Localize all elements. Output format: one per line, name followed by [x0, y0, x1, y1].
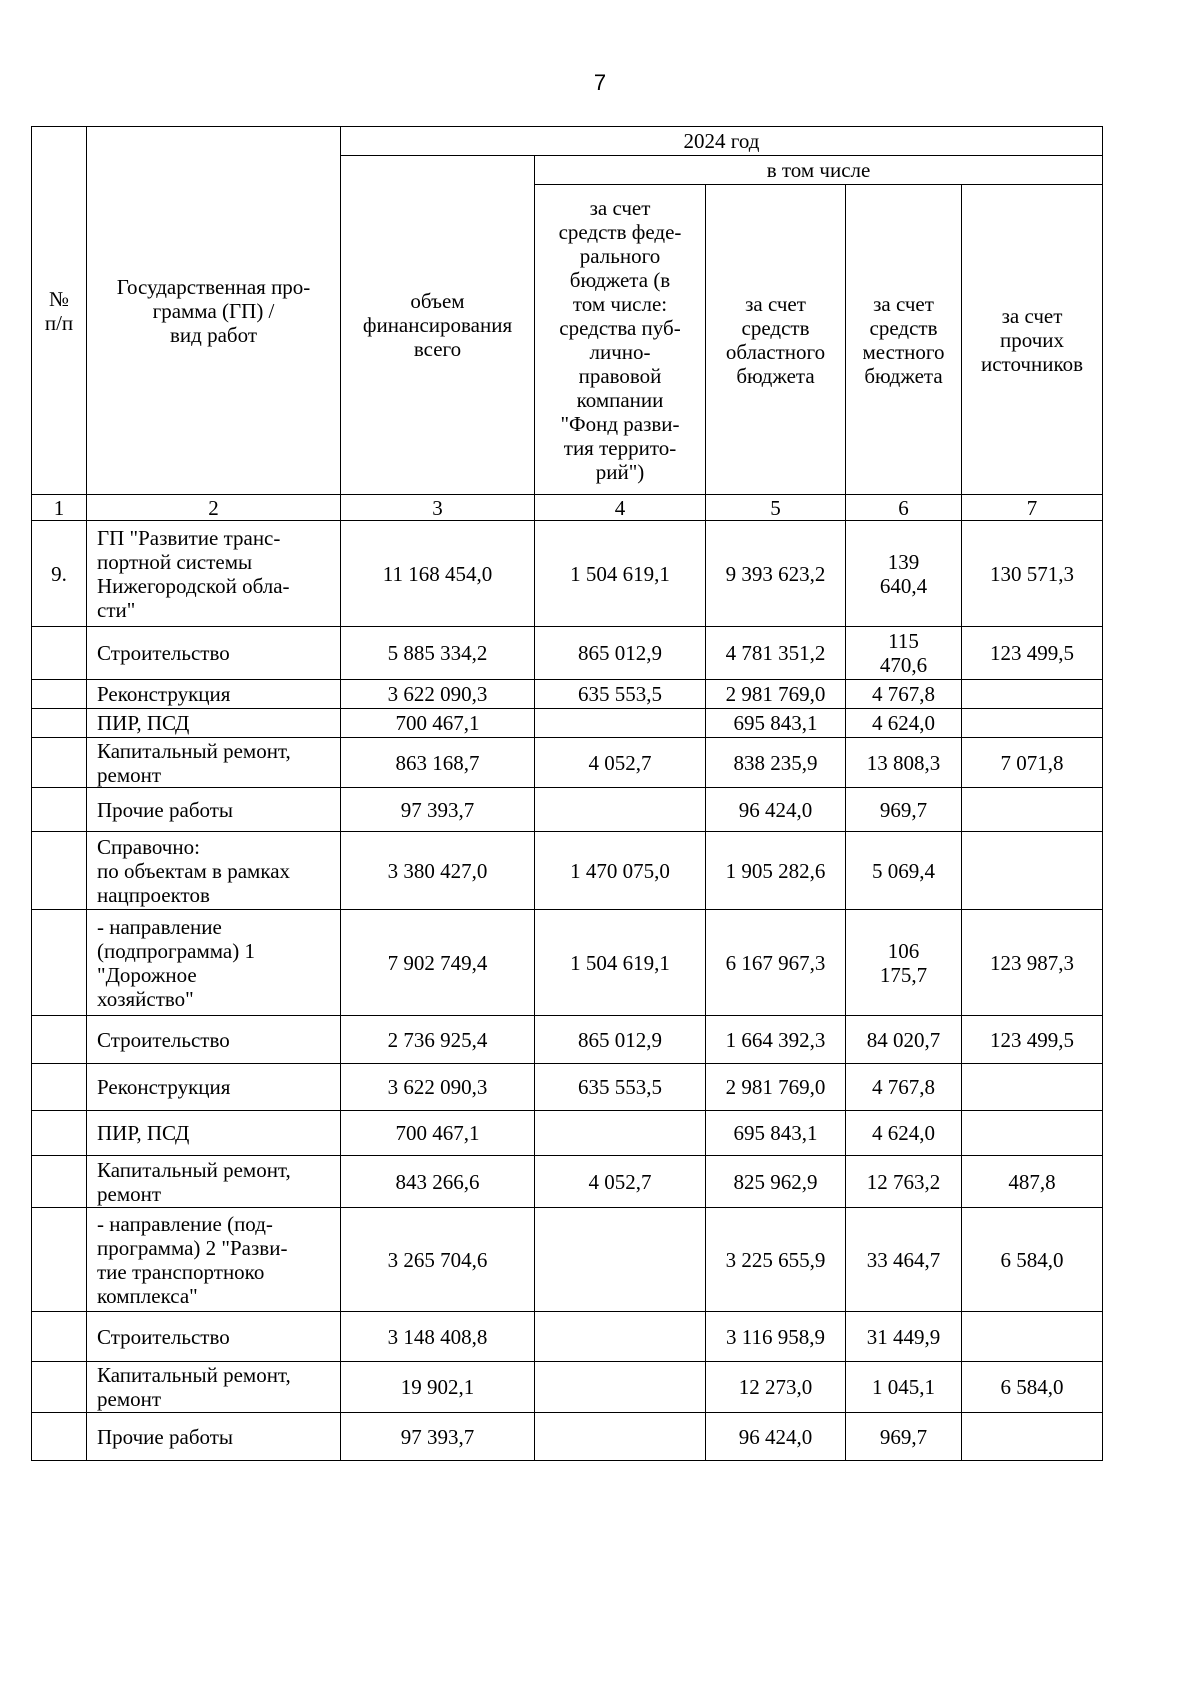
cell-other: 123 499,5: [962, 1016, 1103, 1064]
table-row: [32, 1312, 1103, 1362]
cell-total: 19 902,1: [341, 1362, 535, 1413]
cell-name: Капитальный ремонт, ремонт: [87, 1362, 341, 1413]
cell-local: 106 175,7: [846, 910, 962, 1016]
page-number: 7: [593, 70, 607, 95]
cell-other: 6 584,0: [962, 1362, 1103, 1413]
cell-num: [32, 709, 87, 738]
header-col-program: Государственная про- грамма (ГП) / вид работ: [87, 127, 341, 495]
cell-name: ПИР, ПСД: [87, 709, 341, 738]
cell-federal: [535, 709, 706, 738]
cell-regional: 695 843,1: [706, 1111, 846, 1156]
cell-federal: [535, 1362, 706, 1413]
cell-total: 97 393,7: [341, 1413, 535, 1461]
cell-name: Капитальный ремонт, ремонт: [87, 738, 341, 788]
table-row: [32, 1016, 1103, 1064]
cell-num: 9.: [32, 521, 87, 627]
header-row-year: [32, 127, 1103, 156]
cell-local: 4 624,0: [846, 1111, 962, 1156]
table-row: [32, 709, 1103, 738]
cell-other: 487,8: [962, 1156, 1103, 1208]
cell-num: [32, 1016, 87, 1064]
cell-total: 5 885 334,2: [341, 627, 535, 680]
cell-total: 863 168,7: [341, 738, 535, 788]
cell-local: 13 808,3: [846, 738, 962, 788]
cell-regional: 4 781 351,2: [706, 627, 846, 680]
cell-name: Капитальный ремонт, ремонт: [87, 1156, 341, 1208]
cell-local: 139 640,4: [846, 521, 962, 627]
table-row: [32, 738, 1103, 788]
cell-regional: 2 981 769,0: [706, 680, 846, 709]
cell-other: 123 987,3: [962, 910, 1103, 1016]
cell-other: [962, 1312, 1103, 1362]
cell-other: [962, 1413, 1103, 1461]
cell-num: [32, 680, 87, 709]
cell-other: [962, 709, 1103, 738]
cell-total: 700 467,1: [341, 1111, 535, 1156]
cell-federal: 4 052,7: [535, 1156, 706, 1208]
cell-local: 4 767,8: [846, 680, 962, 709]
cell-local: 31 449,9: [846, 1312, 962, 1362]
cell-name: - направление (подпрограмма) 1 "Дорожное хозяйство": [87, 910, 341, 1016]
cell-total: 3 148 408,8: [341, 1312, 535, 1362]
cell-total: 700 467,1: [341, 709, 535, 738]
cell-federal: [535, 788, 706, 832]
column-number: 7: [962, 495, 1103, 521]
cell-total: 97 393,7: [341, 788, 535, 832]
table-row: [32, 1362, 1103, 1413]
cell-federal: 1 470 075,0: [535, 832, 706, 910]
header-col-regional: за счет средств областного бюджета: [706, 185, 846, 495]
cell-other: 130 571,3: [962, 521, 1103, 627]
cell-other: [962, 788, 1103, 832]
table-row: [32, 1111, 1103, 1156]
cell-regional: 1 905 282,6: [706, 832, 846, 910]
cell-regional: 6 167 967,3: [706, 910, 846, 1016]
table-row: [32, 1208, 1103, 1312]
cell-local: 12 763,2: [846, 1156, 962, 1208]
table-row: [32, 1064, 1103, 1111]
cell-name: Реконструкция: [87, 1064, 341, 1111]
cell-federal: [535, 1208, 706, 1312]
cell-federal: 635 553,5: [535, 680, 706, 709]
cell-federal: 1 504 619,1: [535, 910, 706, 1016]
cell-num: [32, 738, 87, 788]
cell-num: [32, 627, 87, 680]
cell-regional: 3 225 655,9: [706, 1208, 846, 1312]
cell-other: [962, 1111, 1103, 1156]
cell-total: 2 736 925,4: [341, 1016, 535, 1064]
cell-local: 33 464,7: [846, 1208, 962, 1312]
cell-other: [962, 832, 1103, 910]
cell-total: 3 622 090,3: [341, 1064, 535, 1111]
cell-num: [32, 1362, 87, 1413]
cell-local: 969,7: [846, 1413, 962, 1461]
header-col-total: объем финансирования всего: [341, 156, 535, 495]
cell-federal: 4 052,7: [535, 738, 706, 788]
cell-num: [32, 1156, 87, 1208]
cell-local: 969,7: [846, 788, 962, 832]
cell-regional: 2 981 769,0: [706, 1064, 846, 1111]
cell-total: 3 265 704,6: [341, 1208, 535, 1312]
cell-name: ГП "Развитие транс- портной системы Нижегородской обла- сти": [87, 521, 341, 627]
column-number: 2: [87, 495, 341, 521]
cell-federal: 865 012,9: [535, 627, 706, 680]
cell-name: Строительство: [87, 1016, 341, 1064]
cell-other: [962, 1064, 1103, 1111]
cell-total: 3 622 090,3: [341, 680, 535, 709]
cell-total: 3 380 427,0: [341, 832, 535, 910]
cell-num: [32, 1413, 87, 1461]
header-col-federal: за счет средств феде- рального бюджета (в том числе: средства пуб- лично- правовой компании "Фонд разви- тия террито- рий"): [535, 185, 706, 495]
cell-name: Прочие работы: [87, 788, 341, 832]
cell-local: 1 045,1: [846, 1362, 962, 1413]
cell-name: Справочно: по объектам в рамках нацпроектов: [87, 832, 341, 910]
cell-num: [32, 910, 87, 1016]
cell-federal: [535, 1413, 706, 1461]
header-row-column-numbers: [32, 495, 1103, 521]
header-year: 2024 год: [341, 127, 1103, 156]
table-row: [32, 832, 1103, 910]
cell-local: 4 624,0: [846, 709, 962, 738]
column-number: 6: [846, 495, 962, 521]
budget-table: [31, 126, 1103, 1461]
cell-num: [32, 1312, 87, 1362]
cell-federal: 865 012,9: [535, 1016, 706, 1064]
cell-regional: 825 962,9: [706, 1156, 846, 1208]
cell-federal: [535, 1111, 706, 1156]
cell-num: [32, 832, 87, 910]
cell-num: [32, 1064, 87, 1111]
cell-local: 84 020,7: [846, 1016, 962, 1064]
table-row: [32, 910, 1103, 1016]
cell-federal: 1 504 619,1: [535, 521, 706, 627]
cell-regional: 96 424,0: [706, 1413, 846, 1461]
cell-regional: 838 235,9: [706, 738, 846, 788]
cell-federal: 635 553,5: [535, 1064, 706, 1111]
cell-num: [32, 788, 87, 832]
column-number: 1: [32, 495, 87, 521]
cell-federal: [535, 1312, 706, 1362]
cell-total: 843 266,6: [341, 1156, 535, 1208]
cell-regional: 695 843,1: [706, 709, 846, 738]
cell-local: 5 069,4: [846, 832, 962, 910]
cell-local: 4 767,8: [846, 1064, 962, 1111]
header-col-other: за счет прочих источников: [962, 185, 1103, 495]
cell-regional: 1 664 392,3: [706, 1016, 846, 1064]
cell-regional: 96 424,0: [706, 788, 846, 832]
cell-regional: 9 393 623,2: [706, 521, 846, 627]
header-including: в том числе: [535, 156, 1103, 185]
cell-regional: 3 116 958,9: [706, 1312, 846, 1362]
column-number: 4: [535, 495, 706, 521]
header-col-num: № п/п: [32, 127, 87, 495]
column-number: 5: [706, 495, 846, 521]
cell-name: - направление (под- программа) 2 "Разви- тие транспортноко комплекса": [87, 1208, 341, 1312]
column-number: 3: [341, 495, 535, 521]
cell-num: [32, 1208, 87, 1312]
cell-total: 11 168 454,0: [341, 521, 535, 627]
cell-regional: 12 273,0: [706, 1362, 846, 1413]
cell-other: [962, 680, 1103, 709]
table-row: [32, 1156, 1103, 1208]
table-row: [32, 521, 1103, 627]
cell-name: ПИР, ПСД: [87, 1111, 341, 1156]
cell-name: Прочие работы: [87, 1413, 341, 1461]
cell-name: Строительство: [87, 627, 341, 680]
cell-name: Реконструкция: [87, 680, 341, 709]
cell-num: [32, 1111, 87, 1156]
cell-other: 7 071,8: [962, 738, 1103, 788]
header-col-local: за счет средств местного бюджета: [846, 185, 962, 495]
cell-local: 115 470,6: [846, 627, 962, 680]
table-row: [32, 680, 1103, 709]
table-row: [32, 788, 1103, 832]
cell-name: Строительство: [87, 1312, 341, 1362]
cell-other: 6 584,0: [962, 1208, 1103, 1312]
cell-total: 7 902 749,4: [341, 910, 535, 1016]
table-row: [32, 1413, 1103, 1461]
table-row: [32, 627, 1103, 680]
cell-other: 123 499,5: [962, 627, 1103, 680]
